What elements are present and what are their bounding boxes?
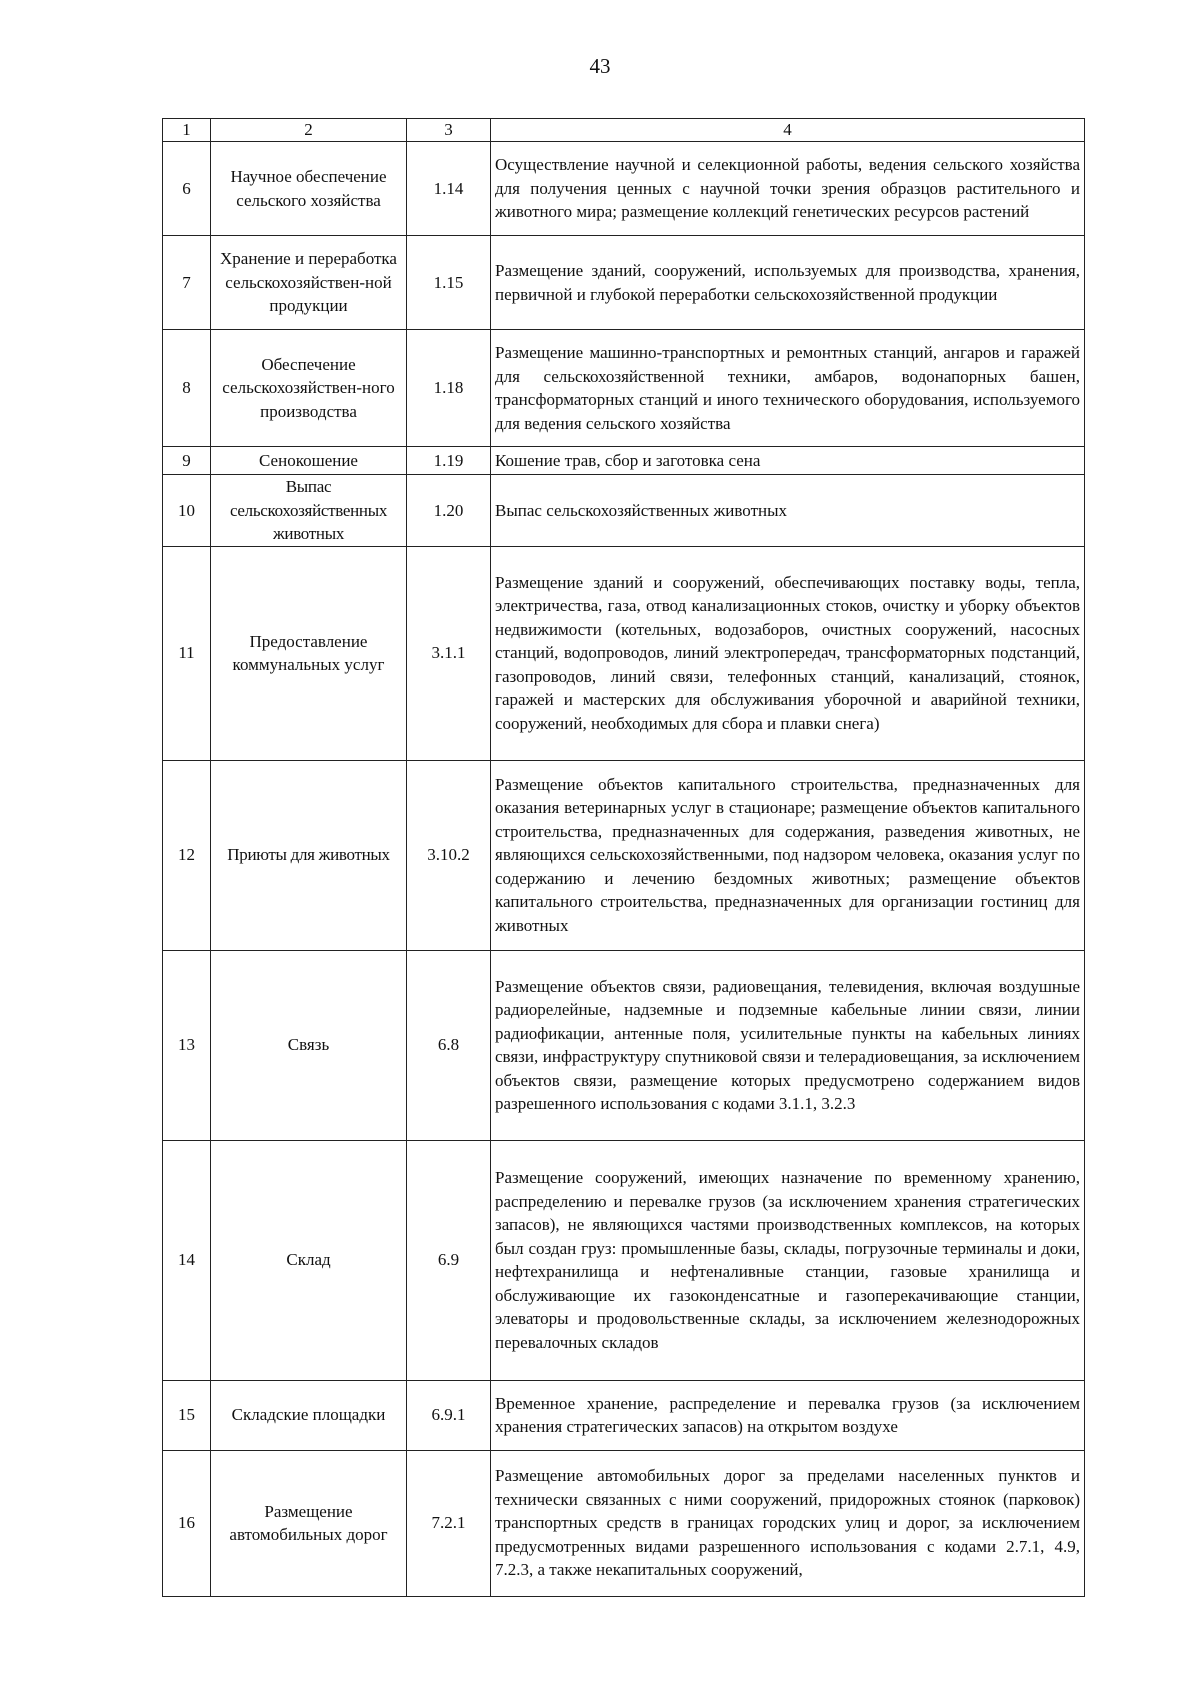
use-description: Выпас сельскохозяйственных животных [491,475,1085,547]
table-row [163,236,1085,330]
use-type-name: Хранение и переработка сельскохозяйствен-ной продукции [211,236,407,330]
use-code: 1.19 [407,447,491,475]
table-row [163,447,1085,475]
use-description: Размещение зданий, сооружений, используемых для производства, хранения, первичной и глубокой переработки сельскохозяйственной продукции [491,236,1085,330]
use-description: Кошение трав, сбор и заготовка сена [491,447,1085,475]
use-description: Размещение зданий и сооружений, обеспечивающих поставку воды, тепла, электричества, газа, отвод канализационных стоков, очистку и уборку объектов недвижимости (котельных, водозаборов, очистных сооружений, насосных станций, водопроводов, линий электропередач, трансформаторных подстанций, газопроводов, линий связи, телефонных станций, канализаций, стоянок, гаражей и мастерских для обслуживания уборочной и аварийной техники, сооружений, необходимых для сбора и плавки снега) [491,546,1085,760]
use-description: Размещение автомобильных дорог за пределами населенных пунктов и технически связанных с ними сооружений, придорожных стоянок (парковок) транспортных средств в границах городских улиц и дорог, за исключением предусмотренных видами разрешенного использования с кодами 2.7.1, 4.9, 7.2.3, а также некапитальных сооружений, [491,1450,1085,1596]
use-description: Осуществление научной и селекционной работы, ведения сельского хозяйства для получения ценных с научной точки зрения образцов растительного и животного мира; размещение коллекций генетических ресурсов растений [491,142,1085,236]
use-type-name: Выпас сельскохозяйственных животных [211,475,407,547]
use-code: 1.15 [407,236,491,330]
row-number: 12 [163,760,211,950]
row-number: 6 [163,142,211,236]
use-description: Размещение сооружений, имеющих назначение по временному хранению, распределению и перевалке грузов (за исключением хранения стратегических запасов), не являющихся частями производственных комплексов, на которых был создан груз: промышленные базы, склады, погрузочные терминалы и доки, нефтехранилища и нефтеналивные станции, газовые хранилища и обслуживающие их газоконденсатные и газоперекачивающие станции, элеваторы и продовольственные склады, за исключением железнодорожных перевалочных складов [491,1140,1085,1380]
header-col-3: 3 [407,119,491,142]
use-description: Размещение объектов капитального строительства, предназначенных для оказания ветеринарных услуг в стационаре; размещение объектов капитального строительства, предназначенных для содержания, разведения животных, не являющихся сельскохозяйственными, под надзором человека, оказания услуг по содержанию и лечению бездомных животных; размещение объектов капитального строительства, предназначенных для организации гостиниц для животных [491,760,1085,950]
table-row [163,1450,1085,1596]
use-code: 6.9.1 [407,1380,491,1450]
use-type-name: Связь [211,950,407,1140]
use-code: 3.1.1 [407,546,491,760]
row-number: 7 [163,236,211,330]
page-number: 43 [589,54,611,78]
row-number: 10 [163,475,211,547]
use-type-name: Складские площадки [211,1380,407,1450]
use-code: 6.9 [407,1140,491,1380]
use-type-name: Склад [211,1140,407,1380]
table-row [163,142,1085,236]
table-row [163,1380,1085,1450]
table-row [163,330,1085,447]
header-col-4: 4 [491,119,1085,142]
row-number: 15 [163,1380,211,1450]
land-use-table [162,118,1085,1597]
table-row [163,1140,1085,1380]
row-number: 9 [163,447,211,475]
row-number: 14 [163,1140,211,1380]
use-description: Размещение объектов связи, радиовещания, телевидения, включая воздушные радиорелейные, надземные и подземные кабельные линии связи, линии радиофикации, антенные поля, усилительные пункты на кабельных линиях связи, инфраструктуру спутниковой связи и телерадиовещания, за исключением объектов связи, размещение которых предусмотрено содержанием видов разрешенного использования с кодами 3.1.1, 3.2.3 [491,950,1085,1140]
row-number: 11 [163,546,211,760]
use-code: 1.20 [407,475,491,547]
use-description: Размещение машинно-транспортных и ремонтных станций, ангаров и гаражей для сельскохозяйственной техники, амбаров, водонапорных башен, трансформаторных станций и иного технического оборудования, используемого для ведения сельского хозяйства [491,330,1085,447]
use-type-name: Приюты для животных [211,760,407,950]
row-number: 16 [163,1450,211,1596]
use-code: 1.14 [407,142,491,236]
use-type-name: Обеспечение сельскохозяйствен-ного производства [211,330,407,447]
table-row [163,950,1085,1140]
table-row [163,475,1085,547]
row-number: 8 [163,330,211,447]
use-code: 3.10.2 [407,760,491,950]
row-number: 13 [163,950,211,1140]
table-row [163,546,1085,760]
use-code: 1.18 [407,330,491,447]
table-header-row [163,119,1085,142]
use-description: Временное хранение, распределение и перевалка грузов (за исключением хранения стратегических запасов) на открытом воздухе [491,1380,1085,1450]
use-type-name: Предоставление коммунальных услуг [211,546,407,760]
use-type-name: Научное обеспечение сельского хозяйства [211,142,407,236]
use-code: 6.8 [407,950,491,1140]
header-col-1: 1 [163,119,211,142]
use-code: 7.2.1 [407,1450,491,1596]
table-row [163,760,1085,950]
use-type-name: Размещение автомобильных дорог [211,1450,407,1596]
header-col-2: 2 [211,119,407,142]
use-type-name: Сенокошение [211,447,407,475]
